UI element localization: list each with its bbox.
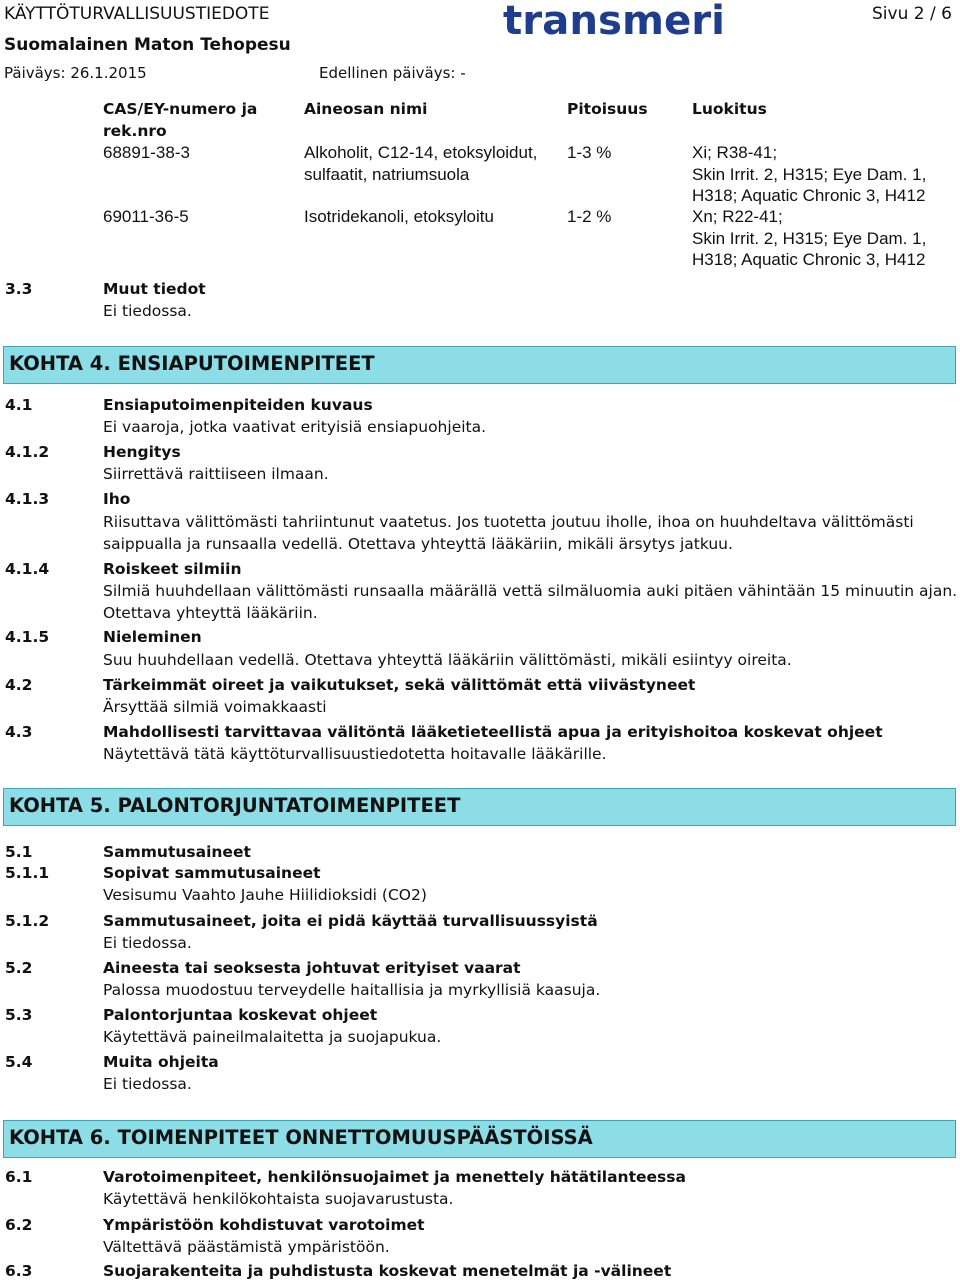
- s54-text: Ei tiedossa.: [103, 1075, 192, 1093]
- s413-number: 4.1.3: [5, 490, 50, 508]
- s415-title: Nieleminen: [103, 628, 202, 646]
- section-6-title: KOHTA 6. TOIMENPITEET ONNETTOMUUSPÄÄSTÖISSÄ: [9, 1126, 593, 1149]
- s511-text: Vesisumu Vaahto Jauhe Hiilidioksidi (CO2): [103, 886, 427, 904]
- s41-text: Ei vaaroja, jotka vaativat erityisiä ensiapuohjeita.: [103, 418, 487, 436]
- s53-title: Palontorjuntaa koskevat ohjeet: [103, 1006, 378, 1024]
- s52-title: Aineesta tai seoksesta johtuvat erityiset vaarat: [103, 959, 521, 977]
- s54-title: Muita ohjeita: [103, 1053, 219, 1071]
- s415-text: Suu huuhdellaan vedellä. Otettava yhteyttä lääkäriin välittömästi, mikäli esiintyy oireita.: [103, 651, 792, 669]
- s63-number: 6.3: [5, 1262, 33, 1280]
- row2-concentration: 1-2 %: [567, 207, 612, 226]
- s41-title: Ensiaputoimenpiteiden kuvaus: [103, 396, 373, 414]
- s43-title: Mahdollisesti tarvittavaa välitöntä lääketieteellistä apua ja erityishoitoa koskevat ohjeet: [103, 723, 883, 741]
- s43-number: 4.3: [5, 723, 33, 741]
- s414-text-1: Silmiä huuhdellaan välittömästi runsaalla määrällä vettä silmäluomia auki pitäen vähintään 15 minuutin ajan.: [103, 582, 958, 600]
- page-number: Sivu 2 / 6: [872, 4, 952, 24]
- row1-name-2: sulfaatit, natriumsuola: [304, 165, 470, 184]
- s52-number: 5.2: [5, 959, 33, 977]
- row1-concentration: 1-3 %: [567, 143, 612, 162]
- s412-number: 4.1.2: [5, 443, 50, 461]
- section-4-header: [3, 346, 956, 384]
- col-header-classification: Luokitus: [692, 100, 767, 118]
- s412-title: Hengitys: [103, 443, 181, 461]
- s61-title: Varotoimenpiteet, henkilönsuojaimet ja menettely hätätilanteessa: [103, 1168, 686, 1186]
- s51-title: Sammutusaineet: [103, 843, 251, 861]
- row1-class-3: H318; Aquatic Chronic 3, H412: [692, 186, 926, 205]
- s413-text-1: Riisuttava välittömästi tahriintunut vaatetus. Jos tuotetta joutuu iholle, ihoa on huuhdeltava välittömästi: [103, 513, 914, 531]
- s415-number: 4.1.5: [5, 628, 50, 646]
- s413-text-2: saippualla ja runsaalla vedellä. Otettava yhteyttä lääkäriin, mikäli ärsytys jatkuu.: [103, 535, 733, 553]
- s511-number: 5.1.1: [5, 864, 50, 882]
- section-5-title: KOHTA 5. PALONTORJUNTATOIMENPITEET: [9, 794, 461, 817]
- s41-number: 4.1: [5, 396, 33, 414]
- section-5-header: [3, 788, 956, 826]
- s53-number: 5.3: [5, 1006, 33, 1024]
- issue-date: Päiväys: 26.1.2015: [4, 64, 147, 82]
- s413-title: Iho: [103, 490, 131, 508]
- col-header-concentration: Pitoisuus: [567, 100, 648, 118]
- s51-number: 5.1: [5, 843, 33, 861]
- section-4-title: KOHTA 4. ENSIAPUTOIMENPITEET: [9, 352, 375, 375]
- s62-text: Vältettävä päästämistä ympäristöön.: [103, 1238, 390, 1256]
- s54-number: 5.4: [5, 1053, 33, 1071]
- s42-text: Ärsyttää silmiä voimakkaasti: [103, 698, 327, 716]
- s412-text: Siirrettävä raittiiseen ilmaan.: [103, 465, 329, 483]
- s414-number: 4.1.4: [5, 560, 50, 578]
- row2-class-3: H318; Aquatic Chronic 3, H412: [692, 250, 926, 269]
- col-header-name: Aineosan nimi: [304, 100, 428, 118]
- row2-name: Isotridekanoli, etoksyloitu: [304, 207, 494, 226]
- s63-title: Suojarakenteita ja puhdistusta koskevat menetelmät ja -välineet: [103, 1262, 672, 1280]
- s61-number: 6.1: [5, 1168, 33, 1186]
- s414-text-2: Otettava yhteyttä lääkäriin.: [103, 604, 318, 622]
- s512-number: 5.1.2: [5, 912, 50, 930]
- s61-text: Käytettävä henkilökohtaista suojavarustusta.: [103, 1190, 454, 1208]
- s52-text: Palossa muodostuu terveydelle haitallisia ja myrkyllisiä kaasuja.: [103, 981, 601, 999]
- row1-class-2: Skin Irrit. 2, H315; Eye Dam. 1,: [692, 165, 927, 184]
- s53-text: Käytettävä paineilmalaitetta ja suojapukua.: [103, 1028, 442, 1046]
- s511-title: Sopivat sammutusaineet: [103, 864, 321, 882]
- company-name: Suomalainen Maton Tehopesu: [4, 35, 291, 55]
- s512-text: Ei tiedossa.: [103, 934, 192, 952]
- s42-number: 4.2: [5, 676, 33, 694]
- row1-cas: 68891-38-3: [103, 143, 190, 162]
- s33-number: 3.3: [5, 280, 33, 298]
- s512-title: Sammutusaineet, joita ei pidä käyttää turvallisuussyistä: [103, 912, 598, 930]
- s33-text: Ei tiedossa.: [103, 302, 192, 320]
- logo-text: transmeri: [503, 0, 725, 40]
- row1-name: Alkoholit, C12-14, etoksyloidut,: [304, 143, 538, 162]
- col-header-cas-2: rek.nro: [103, 122, 167, 140]
- document-title: KÄYTTÖTURVALLISUUSTIEDOTE: [4, 4, 270, 24]
- previous-date: Edellinen päiväys: -: [319, 64, 466, 82]
- section-6-header: [3, 1120, 956, 1158]
- row1-class-1: Xi; R38-41;: [692, 143, 778, 162]
- s414-title: Roiskeet silmiin: [103, 560, 242, 578]
- s42-title: Tärkeimmät oireet ja vaikutukset, sekä välittömät että viivästyneet: [103, 676, 696, 694]
- s62-number: 6.2: [5, 1216, 33, 1234]
- s33-title: Muut tiedot: [103, 280, 206, 298]
- row2-class-2: Skin Irrit. 2, H315; Eye Dam. 1,: [692, 229, 927, 248]
- s43-text: Näytettävä tätä käyttöturvallisuustiedotetta hoitavalle lääkärille.: [103, 745, 607, 763]
- col-header-cas: CAS/EY-numero ja: [103, 100, 258, 118]
- row2-cas: 69011-36-5: [103, 207, 189, 226]
- row2-class-1: Xn; R22-41;: [692, 207, 783, 226]
- transmeri-logo: [503, 0, 725, 40]
- s62-title: Ympäristöön kohdistuvat varotoimet: [103, 1216, 425, 1234]
